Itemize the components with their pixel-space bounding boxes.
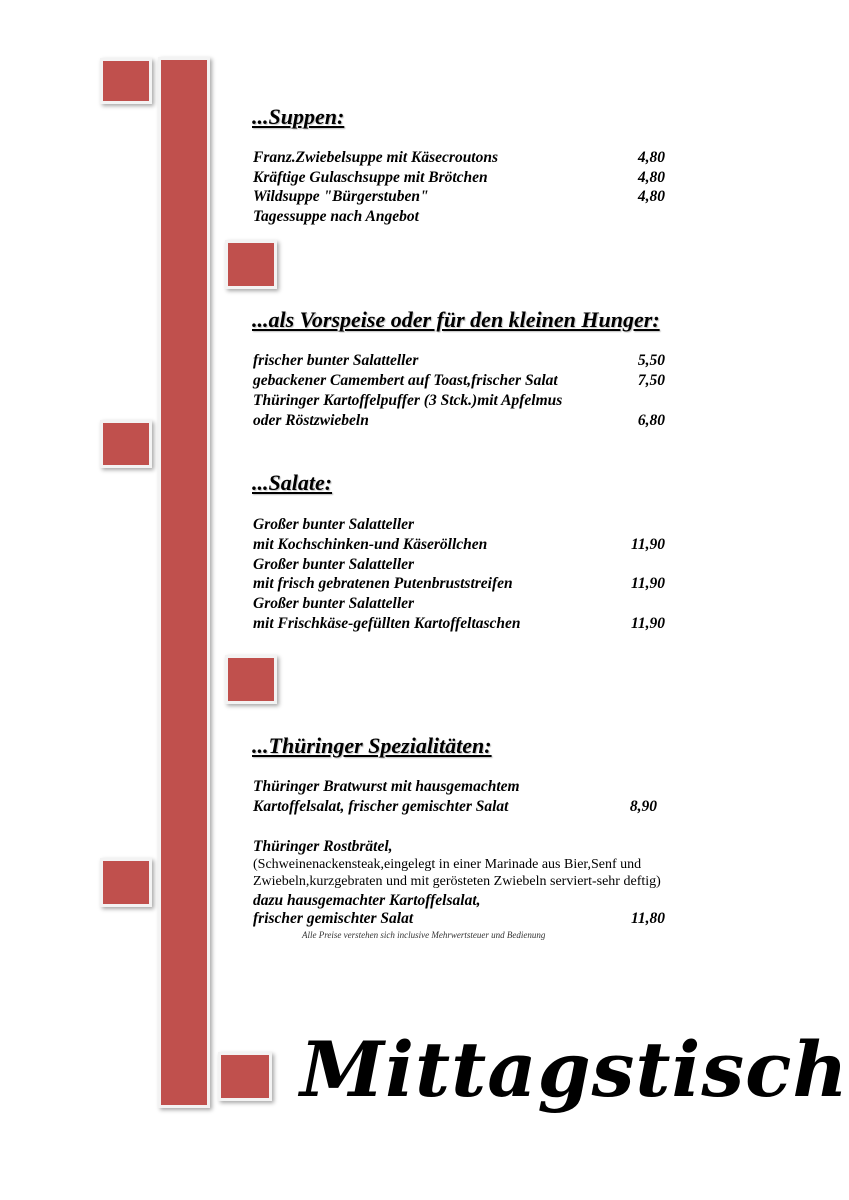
menu-item-price: 11,90: [630, 615, 665, 632]
menu-item-price: 6,80: [637, 412, 665, 429]
menu-item-name: frischer gemischter Salat: [253, 910, 414, 927]
red-square-decoration: [100, 858, 152, 907]
red-square-decoration: [225, 240, 277, 289]
menu-item-price: 8,90: [629, 798, 657, 815]
price-footnote: Alle Preise verstehen sich inclusive Mehrwertsteuer und Bedienung: [302, 930, 546, 940]
menu-item-name: Franz.Zwiebelsuppe mit Käsecroutons: [253, 149, 499, 166]
menu-item-price: 5,50: [637, 352, 665, 369]
menu-item-name: Tagessuppe nach Angebot: [253, 208, 419, 225]
red-square-decoration: [100, 58, 152, 104]
red-square-decoration: [225, 655, 277, 704]
menu-item-name: dazu hausgemachter Kartoffelsalat,: [253, 892, 481, 909]
menu-item-name: oder Röstzwiebeln: [253, 412, 369, 429]
menu-item-name: Großer bunter Salatteller: [253, 595, 415, 612]
menu-item-price: 4,80: [637, 169, 665, 186]
menu-item-name: Thüringer Rostbrätel,: [253, 838, 393, 855]
red-square-decoration: [218, 1052, 272, 1101]
menu-item-name: gebackener Camembert auf Toast,frischer Salat: [253, 372, 558, 389]
menu-item-name: mit Kochschinken-und Käseröllchen: [253, 536, 488, 553]
menu-item-price: 11,80: [630, 910, 665, 927]
menu-item-price: 4,80: [637, 188, 665, 205]
menu-item-name: Wildsuppe "Bürgerstuben": [253, 188, 429, 205]
menu-item-name: Thüringer Bratwurst mit hausgemachtem: [253, 778, 520, 795]
section-heading-salate: ...Salate:: [252, 470, 333, 495]
menu-item-name: mit Frischkäse-gefüllten Kartoffeltaschen: [253, 615, 521, 632]
menu-item-price: 11,90: [630, 536, 665, 553]
menu-item-name: Großer bunter Salatteller: [253, 556, 415, 573]
menu-item-description: Zwiebeln,kurzgebraten und mit gerösteten Zwiebeln serviert-sehr deftig): [253, 874, 661, 889]
menu-item-name: Thüringer Kartoffelpuffer (3 Stck.)mit Apfelmus: [253, 392, 563, 409]
menu-item-name: Kräftige Gulaschsuppe mit Brötchen: [253, 169, 488, 186]
section-heading-suppen: ...Suppen:: [252, 104, 345, 129]
menu-item-price: 7,50: [637, 372, 665, 389]
menu-item-price: 11,90: [630, 575, 665, 592]
section-heading-spezialitaeten: ...Thüringer Spezialitäten:: [252, 733, 492, 758]
menu-item-name: frischer bunter Salatteller: [253, 352, 419, 369]
menu-item-name: mit frisch gebratenen Putenbruststreifen: [253, 575, 513, 592]
menu-item-description: (Schweinenackensteak,eingelegt in einer Marinade aus Bier,Senf und: [253, 857, 642, 872]
page-title: Mittagstisch: [300, 1025, 849, 1114]
menu-item-price: 4,80: [637, 149, 665, 166]
menu-item-name: Großer bunter Salatteller: [253, 516, 415, 533]
menu-item-name: Kartoffelsalat, frischer gemischter Salat: [253, 798, 509, 815]
section-heading-vorspeise: ...als Vorspeise oder für den kleinen Hunger:: [252, 307, 660, 332]
vertical-red-bar: [158, 57, 210, 1108]
red-square-decoration: [100, 420, 152, 468]
